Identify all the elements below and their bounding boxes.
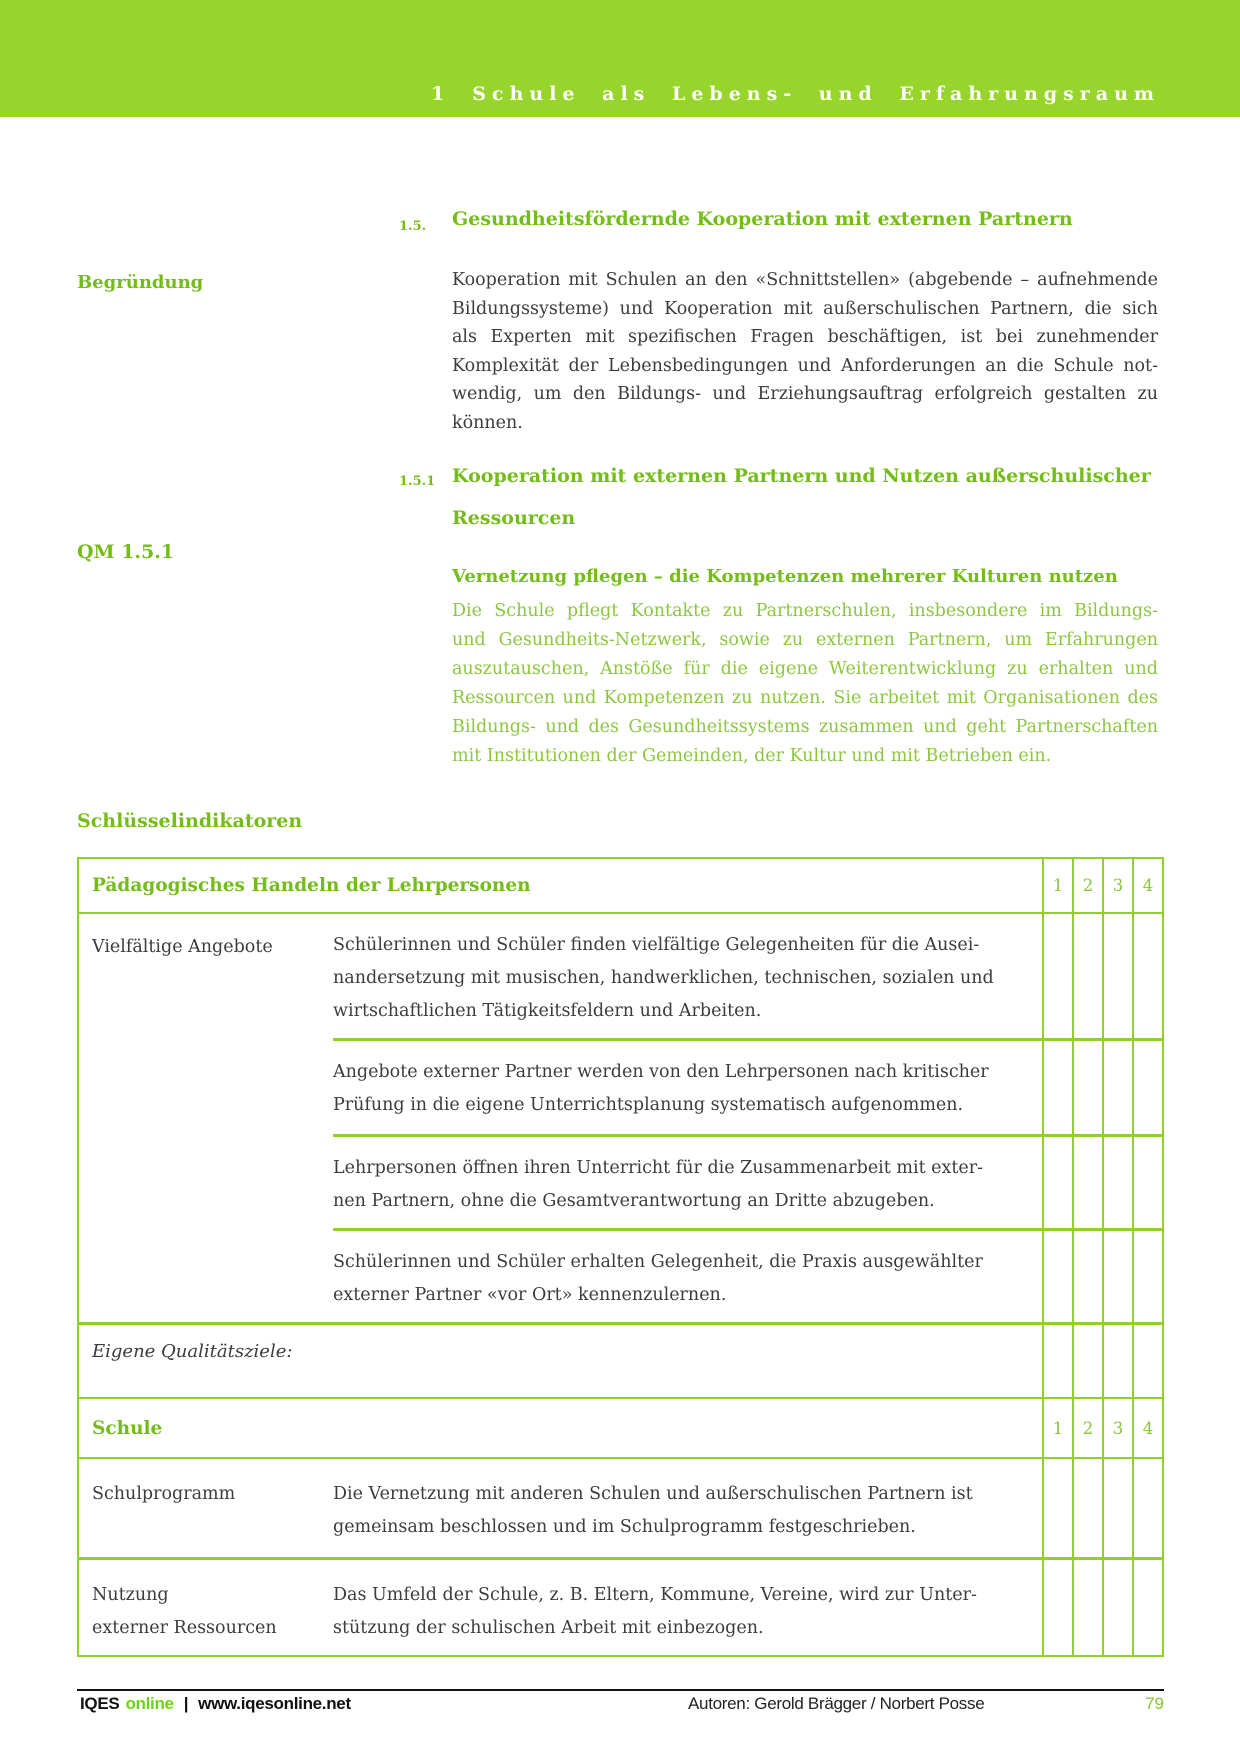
- footer-separator: |: [183, 1694, 189, 1713]
- begruendung-label: Begründung: [77, 272, 204, 293]
- indicator-text: Schülerinnen und Schüler erhalten Gelegenheit, die Praxis ausgewählter externer Partner «vor Ort» kennenzulernen.: [333, 1252, 983, 1305]
- group-label: Vielfältige Angebote: [92, 937, 273, 957]
- footer-brand-iqes: IQES: [80, 1694, 120, 1713]
- rating-cell: [1132, 1041, 1162, 1134]
- rating-cell: [1072, 1137, 1102, 1228]
- rating-cell: [1072, 1560, 1102, 1655]
- table-title: Schule: [92, 1417, 163, 1439]
- chapter-title: Schule als Lebens- und Erfahrungsraum: [472, 83, 1160, 105]
- indicator-row: [333, 914, 1162, 1038]
- indicator-row: [333, 1228, 1162, 1322]
- rating-cell: [1102, 1041, 1132, 1134]
- indicator-row: [333, 1038, 1162, 1134]
- indicator-subrows: [333, 914, 1162, 1322]
- page-number: 79: [1145, 1694, 1164, 1713]
- chapter-header-band: [0, 0, 1240, 117]
- rating-cell: [1132, 914, 1162, 1038]
- rating-cell: [1072, 914, 1102, 1038]
- subsection-paragraph: Die Schule pflegt Kontakte zu Partnerschulen, insbesondere im Bildungs- und Gesundheits-Netzwerk, sowie zu externen Partnern, um Erfahrungen auszutauschen, Anstöße für die eigene Weiterentwicklung zu erhalten und Ressourcen und Kompetenzen zu nutzen. Sie arbeitet mit Organisationen des Bildungs- und des Gesundheitssystems zusammen und geht Partnerschaften mit Institutionen der Gemeinden, der Kultur und mit Betrieben ein.: [452, 601, 1158, 766]
- indicator-text: Schülerinnen und Schüler finden vielfältige Gelegenheiten für die Ausei- nandersetzung mit musischen, handwerklichen, technischen, sozialen und wirtschaftlichen Tätigkeitsfeldern und Arbeiten.: [333, 935, 994, 1021]
- goals-row-label: Eigene Qualitätsziele:: [92, 1341, 293, 1362]
- table-title: Pädagogisches Handeln der Lehrpersonen: [92, 875, 531, 896]
- rating-cell: [1132, 1459, 1162, 1557]
- rating-cell: [1102, 1560, 1132, 1655]
- indicator-table-school: [77, 1397, 1164, 1657]
- rating-cell: [1102, 914, 1132, 1038]
- indicator-text: Lehrpersonen öffnen ihren Unterricht für die Zusammenarbeit mit exter- nen Partnern, ohne die Gesamtverantwortung an Dritte abzugeben.: [333, 1158, 984, 1211]
- table-header-row: [79, 1399, 1162, 1459]
- rating-cell: [1072, 1325, 1102, 1402]
- rating-column-header-2: 2: [1072, 859, 1102, 912]
- rating-cell: [1042, 1560, 1072, 1655]
- chapter-number: 1: [431, 83, 451, 105]
- chapter-header: [431, 83, 1160, 105]
- rating-column-header-3: 3: [1102, 859, 1132, 912]
- indicator-row: [79, 1459, 1162, 1557]
- table-header-row: [79, 859, 1162, 914]
- rating-cell: [1132, 1231, 1162, 1322]
- begruendung-paragraph: Kooperation mit Schulen an den «Schnittstellen» (abgebende – aufnehmende Bildungssysteme) und Kooperation mit außerschulischen Partnern, die sich als Experten mit spezifischen Fragen beschäftigen, ist bei zunehmender Komplexität der Lebensbedingungen und Anforderungen an die Schule not- wendig, um den Bildungs- und Erziehungsauftrag erfolgreich gestalten zu können.: [452, 270, 1158, 433]
- rating-column-header-4: 4: [1132, 859, 1162, 912]
- rating-cell: [1132, 1560, 1162, 1655]
- rating-cell: [1042, 1231, 1072, 1322]
- rating-cell: [1042, 1459, 1072, 1557]
- subsection-number: 1.5.1: [399, 474, 436, 489]
- footer-authors: Autoren: Gerold Brägger / Norbert Posse: [688, 1694, 985, 1713]
- indicator-table-teachers: [77, 857, 1164, 1404]
- rating-cell: [1102, 1325, 1132, 1402]
- rating-column-header-1: 1: [1042, 859, 1072, 912]
- rating-cell: [1132, 1325, 1162, 1402]
- section-number: 1.5.: [399, 219, 427, 234]
- rating-cell: [1042, 1041, 1072, 1134]
- rating-cell: [1042, 1325, 1072, 1402]
- row-label: Schulprogramm: [92, 1484, 236, 1504]
- rating-cell: [1132, 1137, 1162, 1228]
- row-label: Nutzung externer Ressourcen: [92, 1585, 277, 1638]
- rating-cell: [1102, 1137, 1132, 1228]
- section-title: Gesundheitsfördernde Kooperation mit externen Partnern: [452, 208, 1073, 230]
- table-group-row: [79, 914, 1162, 1322]
- footer-rule: [77, 1689, 1164, 1691]
- rating-column-header-4: 4: [1132, 1399, 1162, 1457]
- indicator-row: [333, 1134, 1162, 1228]
- qm-label: QM 1.5.1: [77, 541, 175, 563]
- rating-column-header-1: 1: [1042, 1399, 1072, 1457]
- footer-brand-online: online: [125, 1694, 174, 1713]
- indicator-row: [79, 1557, 1162, 1655]
- indicators-heading: Schlüsselindikatoren: [77, 810, 303, 832]
- subsection-title: Kooperation mit externen Partnern und Nutzen außerschulischer Ressourcen: [452, 465, 1151, 529]
- goals-row: [79, 1322, 1162, 1402]
- rating-cell: [1072, 1231, 1102, 1322]
- indicator-text: Die Vernetzung mit anderen Schulen und außerschulischen Partnern ist gemeinsam beschlossen und im Schulprogramm festgeschrieben.: [333, 1484, 973, 1537]
- subsection-subtitle: Vernetzung pflegen – die Kompetenzen mehrerer Kulturen nutzen: [452, 566, 1118, 587]
- rating-cell: [1102, 1231, 1132, 1322]
- rating-column-header-3: 3: [1102, 1399, 1132, 1457]
- rating-cell: [1042, 914, 1072, 1038]
- rating-column-header-2: 2: [1072, 1399, 1102, 1457]
- rating-cell: [1072, 1459, 1102, 1557]
- rating-cell: [1042, 1137, 1072, 1228]
- indicator-text: Das Umfeld der Schule, z. B. Eltern, Kommune, Vereine, wird zur Unter- stützung der schulischen Arbeit mit einbezogen.: [333, 1585, 977, 1638]
- rating-cell: [1072, 1041, 1102, 1134]
- indicator-text: Angebote externer Partner werden von den Lehrpersonen nach kritischer Prüfung in die eigene Unterrichtsplanung systematisch aufgenommen.: [333, 1062, 989, 1115]
- footer-brand: [80, 1694, 351, 1714]
- footer-url: www.iqesonline.net: [198, 1694, 351, 1713]
- rating-cell: [1102, 1459, 1132, 1557]
